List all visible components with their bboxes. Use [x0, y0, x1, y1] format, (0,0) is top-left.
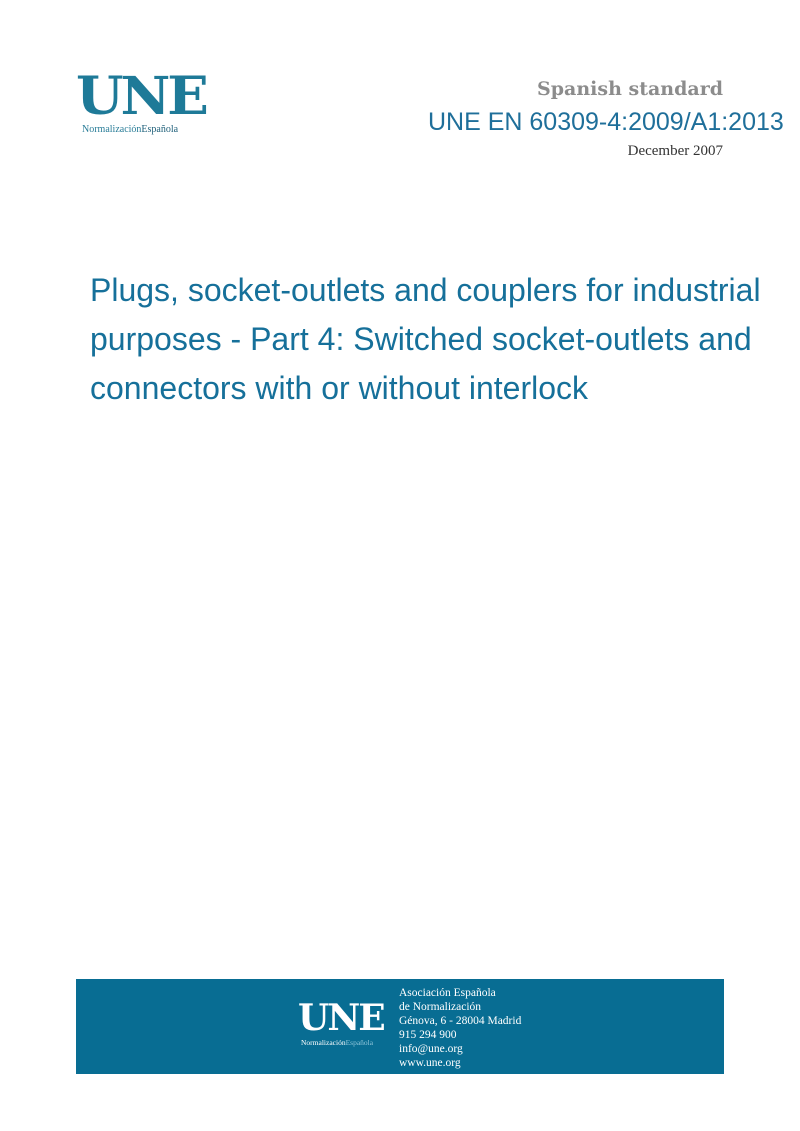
une-logo-mark: UNE — [76, 66, 206, 127]
organization-name-line1: Asociación Española — [399, 987, 496, 999]
organization-email: info@une.org — [399, 1043, 463, 1055]
footer-une-logo-mark: UNE — [298, 997, 384, 1039]
footer-banner — [76, 979, 724, 1074]
une-logo — [76, 66, 206, 136]
footer-logo-subtitle-part2: Española — [345, 1038, 374, 1047]
document-date: December 2007 — [627, 143, 723, 159]
footer-une-logo — [298, 997, 388, 1047]
organization-address: Génova, 6 - 28004 Madrid — [399, 1015, 522, 1027]
une-logo-subtitle-part2: Española — [141, 124, 179, 135]
organization-phone: 915 294 900 — [399, 1029, 457, 1041]
une-logo-subtitle-part1: Normalización — [82, 124, 142, 135]
organization-website: www.une.org — [399, 1057, 461, 1069]
footer-logo-subtitle-part1: Normalización — [301, 1038, 346, 1047]
footer-une-logo-subtitle — [301, 1038, 388, 1047]
document-title: Plugs, socket-outlets and couplers for industrial purposes - Part 4: Switched socket-outlets and connectors with or without interlock — [90, 272, 761, 406]
organization-name-line2: de Normalización — [399, 1001, 482, 1013]
document-kind: Spanish standard — [537, 78, 723, 100]
footer-contact-info — [399, 986, 521, 1070]
standard-code: UNE EN 60309-4:2009/A1:2013 — [428, 108, 784, 136]
